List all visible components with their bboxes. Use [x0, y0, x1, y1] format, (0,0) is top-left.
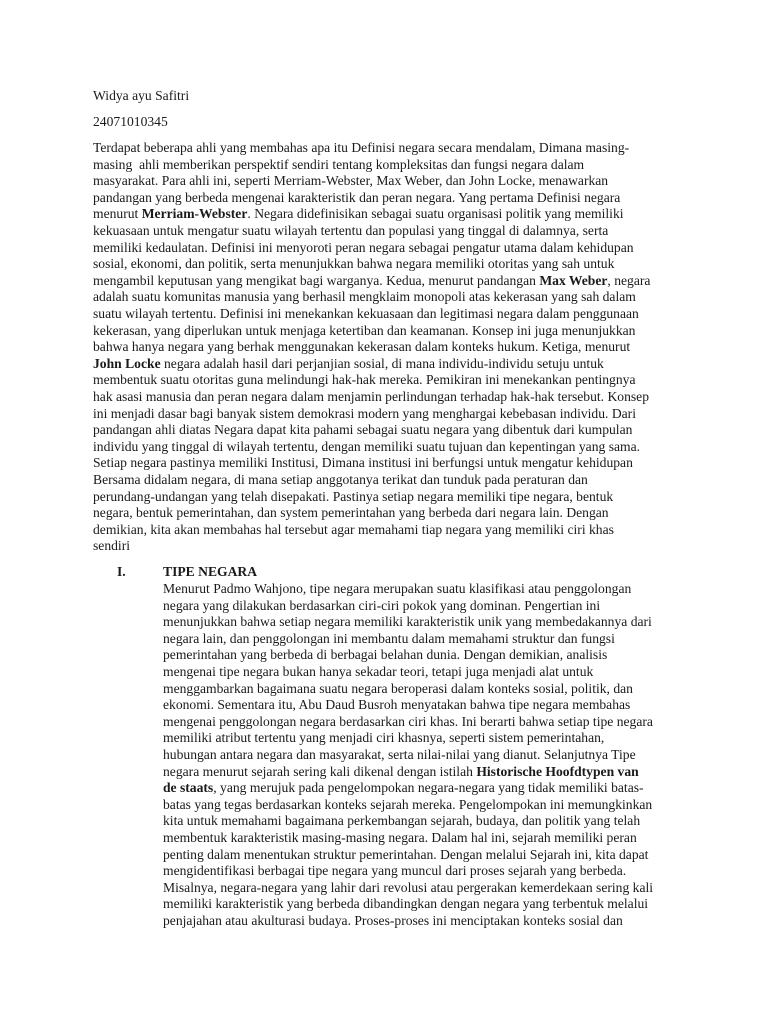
- text-line: [163, 697, 630, 714]
- text-line: [93, 455, 633, 472]
- text-segment: membentuk karakteristik masing-masing negara. Dalam hal ini, sejarah memiliki peran: [163, 830, 637, 845]
- text-segment: negara adalah hasil dari perjanjian sosial, di mana individu-individu setuju untuk: [160, 355, 604, 371]
- text-line: [163, 830, 637, 847]
- text-segment: kekuasaan untuk mengatur suatu wilayah tertentu dan populasi yang tinggal di dalamnya, serta: [93, 223, 609, 238]
- text-segment: demikian, kita akan membahas hal tersebut agar memahami tiap negara yang memiliki ciri khas: [93, 521, 614, 537]
- text-segment: suatu wilayah tertentu. Definisi ini menekankan kekuasaan dan legitimasi negara dalam penggunaan: [93, 306, 639, 321]
- text-line: [93, 538, 130, 555]
- text-line: [93, 439, 640, 456]
- text-line: [93, 273, 650, 290]
- text-line: [163, 664, 593, 681]
- text-line: [163, 780, 644, 797]
- text-segment: menggambarkan bagaimana suatu negara beroperasi dalam konteks sosial, politik, dan: [163, 680, 633, 696]
- text-line: [163, 598, 600, 615]
- text-line: [93, 406, 636, 423]
- text-segment: pemerintahan yang berbeda di berbagai belahan dunia. Dengan demikian, analisis: [163, 647, 608, 663]
- text-line: [163, 647, 607, 664]
- text-line: [163, 631, 615, 648]
- text-line: [93, 306, 639, 323]
- author-name: Widya ayu Safitri: [93, 88, 190, 103]
- text-line: [93, 522, 614, 539]
- text-segment: kita untuk memahami bagaimana perkembangan sejarah, budaya, dan politik yang telah: [163, 813, 641, 829]
- text-segment: sendiri: [93, 538, 130, 554]
- text-segment: mengidentifikasi berbagai tipe negara yang muncul dari proses sejarah yang berbeda.: [163, 863, 627, 879]
- text-segment: Setiap negara pastinya memiliki Institusi, Dimana institusi ini berfungsi untuk mengatur kehidupan: [93, 455, 633, 471]
- text-line: [93, 339, 630, 356]
- text-segment: , negara: [607, 272, 651, 288]
- text-line: [93, 372, 635, 389]
- text-segment: penjajahan atau akulturasi budaya. Proses-proses ini menciptakan konteks sosial dan: [163, 913, 623, 928]
- text-line: [163, 614, 652, 631]
- text-segment: ekonomi. Sementara itu, Abu Daud Busroh menyatakan bahwa tipe negara membahas: [163, 697, 631, 713]
- text-segment: penting dalam menentukan struktur pemerintahan. Dengan melalui Sejarah ini, kita dapat: [163, 846, 649, 862]
- bold-term: Max Weber: [539, 272, 608, 288]
- text-line: [163, 747, 636, 764]
- text-line: [163, 581, 631, 598]
- text-line: [163, 813, 640, 830]
- text-segment: memiliki kedaulatan. Definisi ini menyoroti peran negara sebagai pengatur utama dalam kehidupan: [93, 239, 634, 255]
- text-segment: ini menjadi dasar bagi banyak sistem demokrasi modern yang menghargai kebebasan individu. Dari: [93, 405, 636, 421]
- text-line: [93, 190, 620, 207]
- text-segment: memiliki atribut tertentu yang menjadi ciri khasnya, seperti sistem pemerintahan,: [163, 730, 605, 746]
- text-segment: negara, bentuk pemerintahan, dan system pemerintahan yang berbeda dari negara lain. Dengan: [93, 505, 609, 521]
- text-line: [163, 863, 626, 880]
- text-segment: negara lain, dan penggolongan ini membantu dalam memahami struktur dan fungsi: [163, 630, 615, 646]
- text-segment: . Negara didefinisikan sebagai suatu organisasi politik yang memiliki: [247, 206, 624, 222]
- text-segment: Bersama didalam negara, di mana setiap anggotanya terikat dan tunduk pada peraturan dan: [93, 472, 588, 487]
- text-segment: mengambil keputusan yang mengikat bagi warganya. Kedua, menurut pandangan: [93, 272, 540, 288]
- text-segment: hak asasi manusia dan peran negara dalam menjamin perlindungan terhadap hak-hak tersebut. Konsep: [93, 389, 650, 404]
- section-title: TIPE NEGARA: [163, 564, 258, 579]
- text-line: [93, 472, 588, 489]
- text-line: [93, 206, 624, 223]
- bold-term: Merriam-Webster: [141, 206, 248, 222]
- text-segment: individu yang tinggal di wilayah tertentu, dengan memiliki suatu tujuan dan kepentingan yang sama.: [93, 438, 641, 454]
- text-segment: negara menurut sejarah sering kali dikenal dengan istilah: [163, 763, 477, 779]
- section-number: I.: [117, 564, 126, 579]
- text-line: [93, 489, 613, 506]
- text-segment: batas yang tegas berdasarkan konteks sejarah mereka. Pengelompokan ini memungkinkan: [163, 796, 653, 812]
- text-segment: pandangan yang berbeda mengenai karakteristik dan peran negara. Yang pertama Definisi negara: [93, 189, 621, 205]
- text-line: [163, 681, 633, 698]
- text-segment: hubungan antara negara dan masyarakat, serta nilai-nilai yang dianut. Selanjutnya Tipe: [163, 747, 636, 762]
- text-line: [93, 157, 584, 174]
- text-segment: perundang-undangan yang telah disepakati. Pastinya setiap negara memiliki tipe negara, bentuk: [93, 488, 614, 504]
- text-line: [163, 913, 623, 930]
- text-segment: menurut: [93, 206, 142, 222]
- text-segment: , yang merujuk pada pengelompokan negara-negara yang tidak memiliki batas-: [213, 780, 644, 796]
- text-line: [93, 422, 632, 439]
- text-segment: Misalnya, negara-negara yang lahir dari revolusi atau pergerakan kemerdekaan sering kali: [163, 879, 654, 895]
- text-segment: Terdapat beberapa ahli yang membahas apa itu Definisi negara secara mendalam, Dimana masing-: [93, 140, 630, 155]
- text-line: [93, 356, 604, 373]
- text-line: [93, 240, 634, 257]
- text-segment: pandangan ahli diatas Negara dapat kita pahami sebagai suatu negara yang dibentuk dari kumpulan: [93, 422, 633, 438]
- text-segment: Menurut Padmo Wahjono, tipe negara merupakan suatu klasifikasi atau penggolongan: [163, 581, 632, 596]
- text-line: [163, 880, 653, 897]
- text-segment: bahwa hanya negara yang berhak menggunakan kekerasan dalam konteks hukum. Ketiga, menurut: [93, 339, 631, 355]
- text-segment: kekerasan, yang diperlukan untuk menjaga ketertiban dan keamanan. Konsep ini juga menunjukkan: [93, 322, 636, 338]
- text-line: [93, 223, 608, 240]
- text-line: [163, 730, 604, 747]
- bold-term: John Locke: [93, 355, 161, 371]
- text-segment: memiliki karakteristik yang berbeda dibandingkan dengan negara yang terbentuk melalui: [163, 896, 649, 912]
- text-line: [93, 323, 635, 340]
- text-segment: mengenai penggolongan negara berdasarkan ciri khas. Ini berarti bahwa setiap tipe negara: [163, 713, 653, 729]
- text-line: [93, 173, 608, 190]
- text-segment: sosial, ekonomi, dan politik, serta menunjukkan bahwa negara memiliki otoritas yang sah untuk: [93, 256, 615, 272]
- text-line: [163, 847, 648, 864]
- text-segment: adalah suatu komunitas manusia yang berhasil mengklaim monopoli atas kekerasan yang sah dalam: [93, 289, 636, 305]
- bold-term: de staats: [163, 780, 214, 796]
- text-line: [163, 714, 653, 731]
- text-segment: membentuk suatu otoritas guna melindungi hak-hak mereka. Pemikiran ini menekankan pentingnya: [93, 372, 636, 388]
- text-line: [163, 896, 648, 913]
- bold-term: Historische Hoofdtypen van: [476, 763, 639, 779]
- text-segment: negara yang dilakukan berdasarkan ciri-ciri pokok yang dominan. Pengertian ini: [163, 597, 601, 613]
- text-line: [93, 256, 614, 273]
- student-id: 24071010345: [93, 114, 168, 129]
- text-line: [163, 764, 639, 781]
- text-line: [93, 505, 609, 522]
- text-segment: mengenai tipe negara bukan hanya sekadar teori, tetapi juga menjadi alat untuk: [163, 664, 594, 679]
- text-line: [93, 289, 636, 306]
- text-segment: masyarakat. Para ahli ini, seperti Merriam-Webster, Max Weber, dan John Locke, menawarkan: [93, 173, 609, 189]
- text-segment: menunjukkan bahwa setiap negara memiliki karakteristik unik yang membedakannya dari: [163, 614, 652, 630]
- text-line: [163, 797, 652, 814]
- text-line: [93, 389, 649, 406]
- text-segment: masing ahli memberikan perspektif sendiri tentang kompleksitas dan fungsi negara dalam: [93, 156, 585, 172]
- text-line: [93, 140, 629, 157]
